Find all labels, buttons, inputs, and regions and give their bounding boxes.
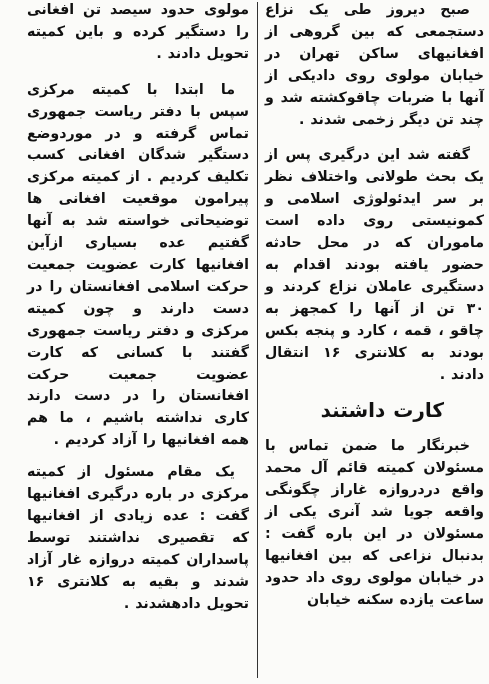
article-paragraph: خبرنگار ما ضمن تماس با مسئولان کمیته قائم آل محمد واقع دردروازه غاراز چگونگی واقعه جویا شد آنری یکی از مسئولان در این باره گفت : بدنبال نزاعی که بین افغانیها در خیابان مولوی روی داد حدود ساعت یازده سکنه خیابان bbox=[265, 438, 484, 608]
article-column-left bbox=[27, 0, 249, 615]
article-column-right bbox=[265, 0, 484, 612]
article-paragraph: یک مقام مسئول از کمیته مرکزی در باره درگیری افغانیها گفت : عده زیادی از افغانیها که تقصیری نداشتند توسط پاسداران کمیته دروازه غار آزاد شدند و بقیه به کلانتری ۱۶ تحویل دادهشدند . bbox=[27, 464, 249, 612]
paragraph-gap bbox=[27, 452, 249, 462]
column-divider bbox=[257, 2, 258, 678]
article-subheading: کارت داشتند bbox=[320, 398, 444, 423]
paragraph-gap bbox=[265, 131, 484, 145]
article-paragraph: مولوی حدود سیصد تن افغانی را دستگیر کرده و باین کمیته تحویل دادند . bbox=[27, 2, 249, 62]
paragraph-gap bbox=[27, 66, 249, 80]
article-paragraph: گفته شد این درگیری پس از یک بحث طولانی واختلاف نظر بر سر ایدئولوژی اسلامی و کمونیستی روی داده است ماموران که در محل حادثه حضور یافته بودند اقدام به دستگیری عاملان نزاع کردند و ۳۰ تن از آنها را کمجهز به چاقو ، قمه ، کارد و پنجه بکس بودند به کلانتری ۱۶ انتقال دادند . bbox=[265, 147, 484, 383]
article-paragraph: ما ابتدا با کمیته مرکزی سپس با دفتر ریاست جمهوری تماس گرفته و در موردوضع دستگیر شدگان افغانی کسب تکلیف کردیم . از کمیته مرکزی پیرامون موقعیت افغانی ها توضیحاتی خواسته شد به آنها گفتیم عده بسیاری ازآین افغانیها کارت عضویت جمعیت حرکت اسلامی افغانستان را در دست دارند و چون کمیته مرکزی و دفتر ریاست جمهوری گفتند با کسانی که کارت عضویت جمعیت حرکت افغانستان را در دست دارند کاری نداشته باشیم ، ما هم همه افغانیها را آزاد کردیم . bbox=[27, 81, 249, 449]
article-paragraph: صبح دیروز طی یک نزاع دستجمعی که بین گروهی از افغانیهای ساکن تهران در خیابان مولوی روی دادیکی از آنها با ضربات چاقوکشته شد و چند تن دیگر زخمی شدند . bbox=[265, 2, 484, 128]
